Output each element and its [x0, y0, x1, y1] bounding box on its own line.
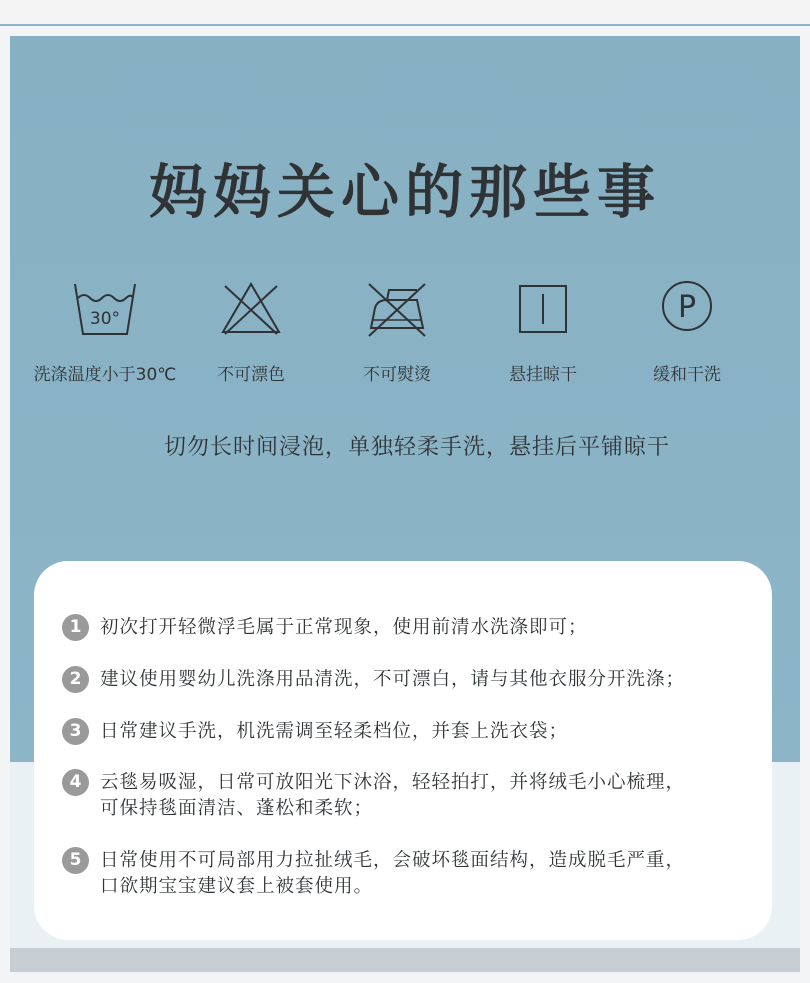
care-instruction-subtitle: 切勿长时间浸泡，单独轻柔手洗，悬挂后平铺晾干 — [163, 435, 670, 460]
care-label-bleach: 不可漂色 — [217, 365, 285, 385]
care-item-iron — [322, 278, 472, 388]
wash-30-icon — [69, 278, 141, 342]
note-text — [100, 848, 760, 900]
dry-clean-letter: P — [677, 290, 697, 325]
number-badge: 5 — [62, 847, 89, 874]
note-text: 日常建议手洗，机洗需调至轻柔档位，并套上洗衣袋； — [100, 721, 569, 742]
care-symbols-row — [30, 278, 780, 388]
care-label-iron: 不可熨烫 — [363, 365, 431, 385]
bottom-strip — [10, 948, 800, 972]
top-strip — [0, 0, 810, 26]
note-line: 云毯易吸湿，日常可放阳光下沐浴，轻轻拍打，并将绒毛小心梳理， — [100, 772, 686, 793]
no-iron-icon — [361, 278, 433, 342]
number-badge: 2 — [62, 666, 89, 693]
number-badge: 1 — [62, 614, 89, 641]
note-text: 初次打开轻微浮毛属于正常现象，使用前清水洗涤即可； — [100, 617, 588, 638]
note-line: 日常使用不可局部用力拉扯绒毛，会破坏毯面结构，造成脱毛严重， — [100, 850, 686, 871]
note-line: 可保持毯面清洁、蓬松和柔软； — [100, 798, 374, 819]
care-label-dryclean: 缓和干洗 — [653, 365, 721, 385]
note-text: 建议使用婴幼儿洗涤用品清洗，不可漂白，请与其他衣服分开洗涤； — [100, 669, 686, 690]
care-item-wash — [30, 278, 180, 388]
page-title: 妈妈关心的那些事 — [148, 158, 661, 226]
number-badge: 3 — [62, 718, 89, 745]
care-item-bleach — [176, 278, 326, 388]
number-badge: 4 — [62, 769, 89, 796]
hang-dry-icon — [507, 278, 579, 342]
wash-temp-text: 30° — [89, 309, 121, 329]
note-line: 口欲期宝宝建议套上被套使用。 — [100, 876, 374, 897]
note-text — [100, 770, 760, 822]
no-bleach-icon — [215, 278, 287, 342]
dry-clean-p-icon — [651, 278, 723, 342]
care-label-wash: 洗涤温度小于30℃ — [33, 365, 177, 385]
care-item-dryclean — [612, 278, 762, 388]
care-item-hang — [468, 278, 618, 388]
care-label-hang: 悬挂晾干 — [509, 365, 577, 385]
